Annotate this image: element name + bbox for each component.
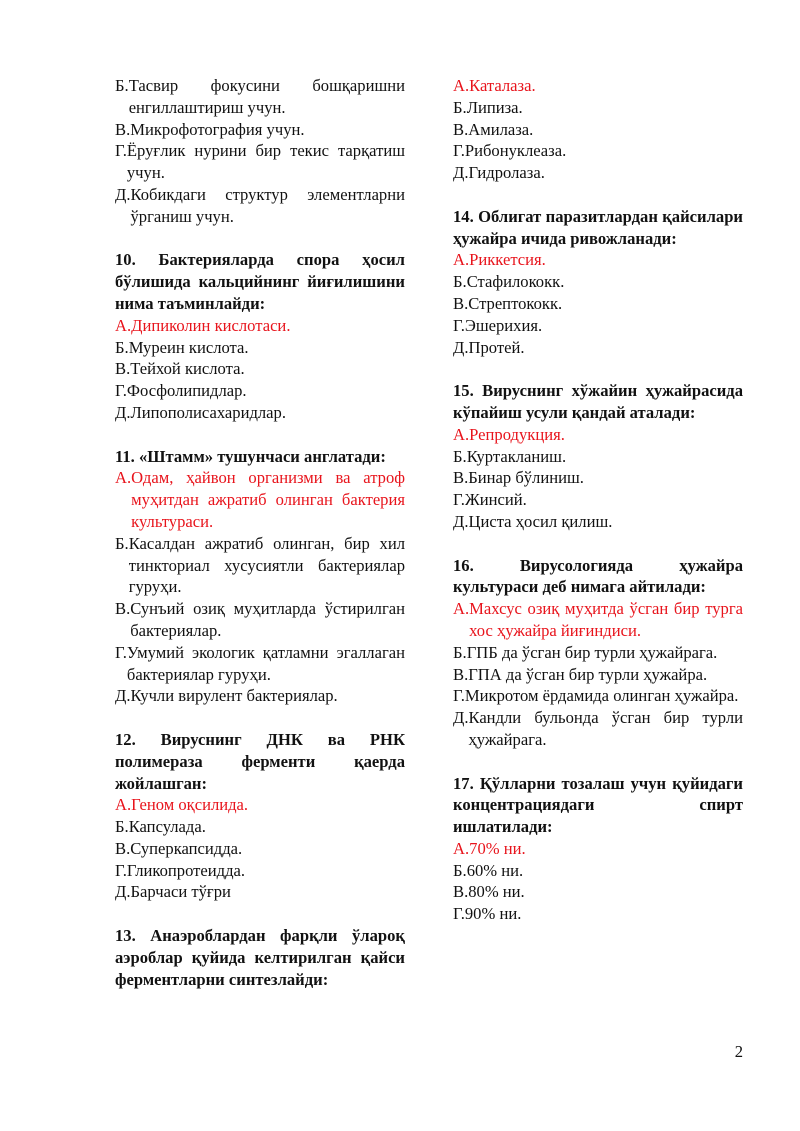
option-letter: Г. <box>115 141 127 161</box>
answer-option <box>453 271 743 293</box>
option-letter: Г. <box>115 642 127 662</box>
option-letter: Б. <box>453 860 467 880</box>
answer-option-correct <box>453 249 743 271</box>
option-text: 60% ни. <box>466 860 524 880</box>
option-letter: Б. <box>453 642 467 662</box>
option-letter: Д. <box>115 402 131 422</box>
answer-option <box>115 380 405 402</box>
answer-option <box>115 816 405 838</box>
option-letter: Д. <box>115 686 131 706</box>
option-letter: Г. <box>453 141 465 161</box>
option-text: Тейхой кислота. <box>130 359 245 379</box>
answer-option <box>453 511 743 533</box>
answer-option <box>453 664 743 686</box>
option-text: Суперкапсидда. <box>130 838 243 858</box>
option-text: Эшерихия. <box>464 315 543 335</box>
answer-option <box>115 358 405 380</box>
answer-option <box>115 533 405 598</box>
option-text: Кобикдаги структур элементларни ўрганиш учун. <box>130 184 405 226</box>
answer-option <box>115 184 405 228</box>
answer-option-correct <box>115 794 405 816</box>
answer-option <box>115 598 405 642</box>
right-column <box>453 75 743 925</box>
option-text: Муреин кислота. <box>128 337 249 357</box>
option-letter: Б. <box>115 533 129 553</box>
answer-option <box>453 685 743 707</box>
question-text: 14. Облигат паразитлардан қайсилари ҳужайра ичида ривожланади: <box>453 206 743 248</box>
option-text: Тасвир фокусини бошқаришни енгиллаштириш учун. <box>128 76 405 117</box>
option-letter: В. <box>453 293 469 313</box>
option-letter: Д. <box>453 337 469 357</box>
option-letter: Г. <box>453 686 465 706</box>
option-letter: А. <box>453 424 470 444</box>
option-letter: В. <box>453 468 469 488</box>
answer-option <box>453 315 743 337</box>
option-letter: В. <box>453 664 469 684</box>
option-letter: А. <box>453 76 470 95</box>
option-text: Микротом ёрдамида олинган ҳужайра. <box>464 686 739 706</box>
option-letter: Д. <box>453 708 469 728</box>
option-text: Липополисахаридлар. <box>130 402 286 422</box>
answer-option <box>115 402 405 424</box>
answer-option <box>453 642 743 664</box>
answer-option <box>115 881 405 903</box>
option-text: 90% ни. <box>464 904 522 924</box>
option-text: Дипиколин кислотаси. <box>131 315 291 335</box>
option-text: Умумий экологик қатламни эгаллаган бактериялар гуруҳи. <box>126 642 405 684</box>
answer-option-correct <box>115 467 405 532</box>
option-letter: В. <box>453 882 469 902</box>
option-text: Циста ҳосил қилиш. <box>468 511 613 531</box>
question-text: 16. Вирусологияда ҳужайра культураси деб нимага айтилади: <box>453 555 743 597</box>
option-text: Фосфолипидлар. <box>126 381 247 401</box>
option-text: Стрептококк. <box>468 293 563 313</box>
option-text: Кандли бульонда ўсган бир турли ҳужайрага. <box>468 708 743 749</box>
option-text: Ёруғлик нурини бир текис тарқатиш учун. <box>126 141 405 183</box>
option-letter: А. <box>115 468 132 488</box>
option-text: Рибонуклеаза. <box>464 141 567 161</box>
option-text: Кучли вирулент бактериялар. <box>130 686 338 706</box>
option-letter: В. <box>115 359 131 379</box>
option-letter: Д. <box>453 511 469 531</box>
question-text: 12. Вируснинг ДНК ва РНК полимераза ферменти қаерда жойлашган: <box>115 729 405 793</box>
option-letter: Б. <box>453 446 467 466</box>
option-text: Куртакланиш. <box>466 446 567 466</box>
answer-option-correct <box>453 424 743 446</box>
option-letter: В. <box>115 119 131 139</box>
answer-option <box>453 140 743 162</box>
answer-option-correct <box>453 838 743 860</box>
option-text: Касалдан ажратиб олинган, бир хил тинкториал хусусиятли бактериялар гуруҳи. <box>128 533 405 597</box>
question-text: 15. Вируснинг хўжайин ҳужайрасида кўпайиш усули қандай аталади: <box>453 381 743 422</box>
option-text: Гидролаза. <box>468 163 545 183</box>
answer-option <box>115 75 405 119</box>
answer-option <box>453 119 743 141</box>
answer-option <box>453 707 743 751</box>
option-text: Амилаза. <box>468 119 534 139</box>
answer-option <box>453 337 743 359</box>
question-text: 11. «Штамм» тушунчаси англатади: <box>115 446 386 466</box>
option-text: Риккетсия. <box>469 250 546 270</box>
option-text: Одам, ҳайвон организми ва атроф муҳитдан ажратиб олинган бактерия культураси. <box>131 468 405 531</box>
question-text: 13. Анаэроблардан фарқли ўлароқ аэроблар қуйида келтирилган қайси ферментларни синтезлайди: <box>115 926 405 989</box>
option-letter: А. <box>115 315 132 335</box>
option-letter: Г. <box>115 860 127 880</box>
option-letter: Г. <box>453 490 465 510</box>
option-letter: Д. <box>115 882 131 902</box>
option-letter: А. <box>453 250 470 270</box>
answer-option <box>115 119 405 141</box>
option-letter: В. <box>115 838 131 858</box>
answer-option <box>115 685 405 707</box>
answer-option <box>115 642 405 686</box>
answer-option <box>453 97 743 119</box>
answer-option <box>453 293 743 315</box>
option-text: Геном оқсилида. <box>131 795 249 815</box>
option-letter: Б. <box>115 76 129 95</box>
answer-option <box>453 860 743 882</box>
option-letter: Д. <box>453 163 469 183</box>
option-text: ГПА да ўсган бир турли ҳужайра. <box>468 664 708 684</box>
answer-option <box>453 162 743 184</box>
option-text: Микрофотография учун. <box>130 119 305 139</box>
option-letter: Г. <box>453 904 465 924</box>
option-text: Барчаси тўғри <box>130 882 231 902</box>
option-letter: Г. <box>115 381 127 401</box>
answer-option <box>453 881 743 903</box>
answer-option-correct <box>453 598 743 642</box>
option-text: Липиза. <box>466 97 523 117</box>
option-text: Капсулада. <box>128 817 206 837</box>
option-letter: А. <box>453 838 470 858</box>
answer-option-correct <box>453 75 743 97</box>
option-text: Махсус озиқ муҳитда ўсган бир турга хос ҳужайра йиғиндиси. <box>469 599 743 640</box>
option-letter: Д. <box>115 184 131 204</box>
answer-option <box>453 489 743 511</box>
option-text: Сунъий озиқ муҳитларда ўстирилган бактериялар. <box>130 599 405 640</box>
option-letter: Б. <box>453 97 467 117</box>
option-letter: Б. <box>115 337 129 357</box>
answer-option <box>453 446 743 468</box>
option-text: Жинсий. <box>464 490 527 510</box>
option-text: 80% ни. <box>468 882 525 902</box>
answer-option-correct <box>115 315 405 337</box>
answer-option <box>115 140 405 184</box>
left-column <box>115 75 405 990</box>
answer-option <box>115 860 405 882</box>
option-letter: А. <box>453 599 470 619</box>
option-text: ГПБ да ўсган бир турли ҳужайрага. <box>466 642 718 662</box>
option-letter: Б. <box>115 817 129 837</box>
option-text: Стафилококк. <box>466 272 565 292</box>
option-letter: Г. <box>453 315 465 335</box>
answer-option <box>453 467 743 489</box>
option-text: Гликопротеидда. <box>126 860 246 880</box>
option-text: Каталаза. <box>469 76 536 95</box>
option-text: Протей. <box>468 337 525 357</box>
page-number: 2 <box>734 1042 743 1061</box>
option-letter: А. <box>115 795 132 815</box>
option-letter: Б. <box>453 272 467 292</box>
option-letter: В. <box>453 119 469 139</box>
answer-option <box>115 337 405 359</box>
option-text: 70% ни. <box>469 838 526 858</box>
answer-option <box>453 903 743 925</box>
question-text: 17. Қўлларни тозалаш учун қуйидаги концентрациядаги спирт ишлатилади: <box>453 773 743 837</box>
option-text: Репродукция. <box>469 424 565 444</box>
answer-option <box>115 838 405 860</box>
question-text: 10. Бактерияларда спора ҳосил бўлишида кальцийнинг йиғилишини нима таъминлайди: <box>115 250 405 313</box>
option-text: Бинар бўлиниш. <box>468 468 584 488</box>
option-letter: В. <box>115 599 131 619</box>
